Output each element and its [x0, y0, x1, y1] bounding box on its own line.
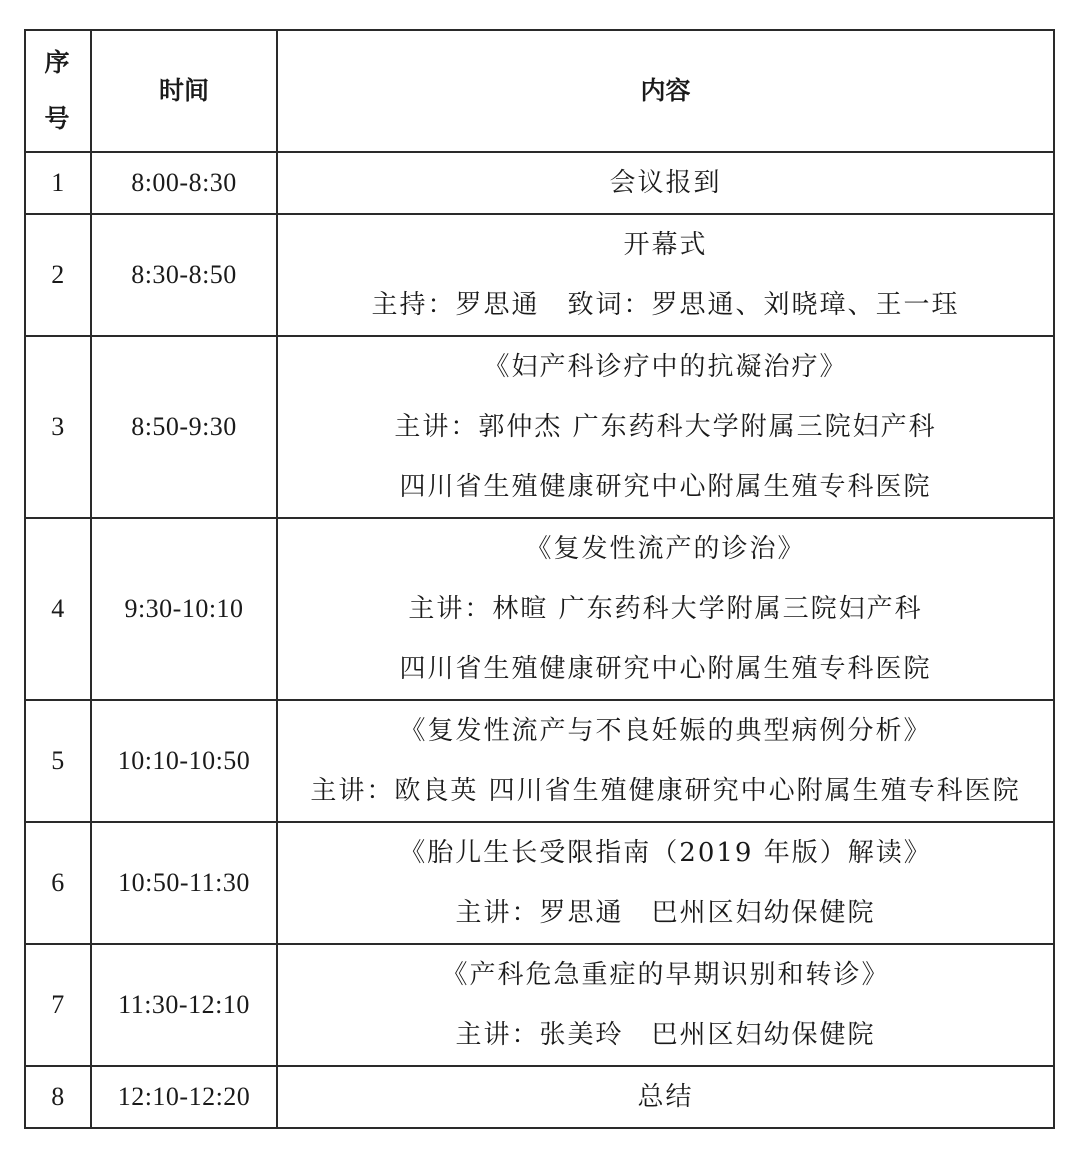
row-content: [277, 336, 1054, 518]
content-line: 《复发性流产的诊治》: [525, 534, 806, 564]
row-content: [277, 700, 1054, 822]
row-number: 2: [25, 214, 91, 336]
header-number-line1: 序: [44, 48, 72, 77]
content-line: 主持：罗思通 致词：罗思通、刘晓璋、王一珏: [371, 290, 960, 320]
row-content: [277, 822, 1054, 944]
header-number-line2: 号: [44, 104, 72, 133]
row-number: 5: [25, 700, 91, 822]
table-row: [25, 700, 1054, 822]
content-line: 会议报到: [609, 168, 722, 198]
row-content: [277, 518, 1054, 700]
row-content: [277, 944, 1054, 1066]
content-line: 《产科危急重症的早期识别和转诊》: [441, 960, 890, 990]
header-row: [25, 30, 1054, 152]
row-content: [277, 1066, 1054, 1128]
header-content: 内容: [277, 30, 1054, 152]
row-number: 7: [25, 944, 91, 1066]
content-line: 主讲：张美玲 巴州区妇幼保健院: [455, 1020, 876, 1050]
schedule-body: [25, 152, 1054, 1128]
schedule-table: [24, 29, 1055, 1129]
content-line: 主讲：欧良英 四川省生殖健康研究中心附属生殖专科医院: [310, 776, 1021, 806]
content-line: 《复发性流产与不良妊娠的典型病例分析》: [399, 716, 932, 746]
row-time: 12:10-12:20: [91, 1066, 277, 1128]
content-line: 开幕式: [623, 230, 708, 260]
table-row: [25, 518, 1054, 700]
table-row: [25, 336, 1054, 518]
row-number: 8: [25, 1066, 91, 1128]
table-row: [25, 1066, 1054, 1128]
row-content: [277, 152, 1054, 214]
content-line: 四川省生殖健康研究中心附属生殖专科医院: [399, 654, 932, 684]
content-line: 总结: [637, 1082, 694, 1112]
table-row: [25, 214, 1054, 336]
table-row: [25, 822, 1054, 944]
row-number: 6: [25, 822, 91, 944]
row-time: 11:30-12:10: [91, 944, 277, 1066]
row-number: 3: [25, 336, 91, 518]
content-line: 《胎儿生长受限指南（2019 年版）解读》: [399, 838, 932, 868]
row-time: 8:30-8:50: [91, 214, 277, 336]
row-time: 8:00-8:30: [91, 152, 277, 214]
row-time: 8:50-9:30: [91, 336, 277, 518]
row-time: 10:10-10:50: [91, 700, 277, 822]
row-time: 9:30-10:10: [91, 518, 277, 700]
header-number: [25, 30, 91, 152]
row-content: [277, 214, 1054, 336]
row-time: 10:50-11:30: [91, 822, 277, 944]
content-line: 主讲：林暄 广东药科大学附属三院妇产科: [408, 594, 923, 624]
content-line: 主讲：郭仲杰 广东药科大学附属三院妇产科: [394, 412, 937, 442]
header-time: 时间: [91, 30, 277, 152]
table-row: [25, 152, 1054, 214]
table-row: [25, 944, 1054, 1066]
row-number: 4: [25, 518, 91, 700]
content-line: 四川省生殖健康研究中心附属生殖专科医院: [399, 472, 932, 502]
row-number: 1: [25, 152, 91, 214]
content-line: 主讲：罗思通 巴州区妇幼保健院: [455, 898, 876, 928]
content-line: 《妇产科诊疗中的抗凝治疗》: [483, 352, 848, 382]
